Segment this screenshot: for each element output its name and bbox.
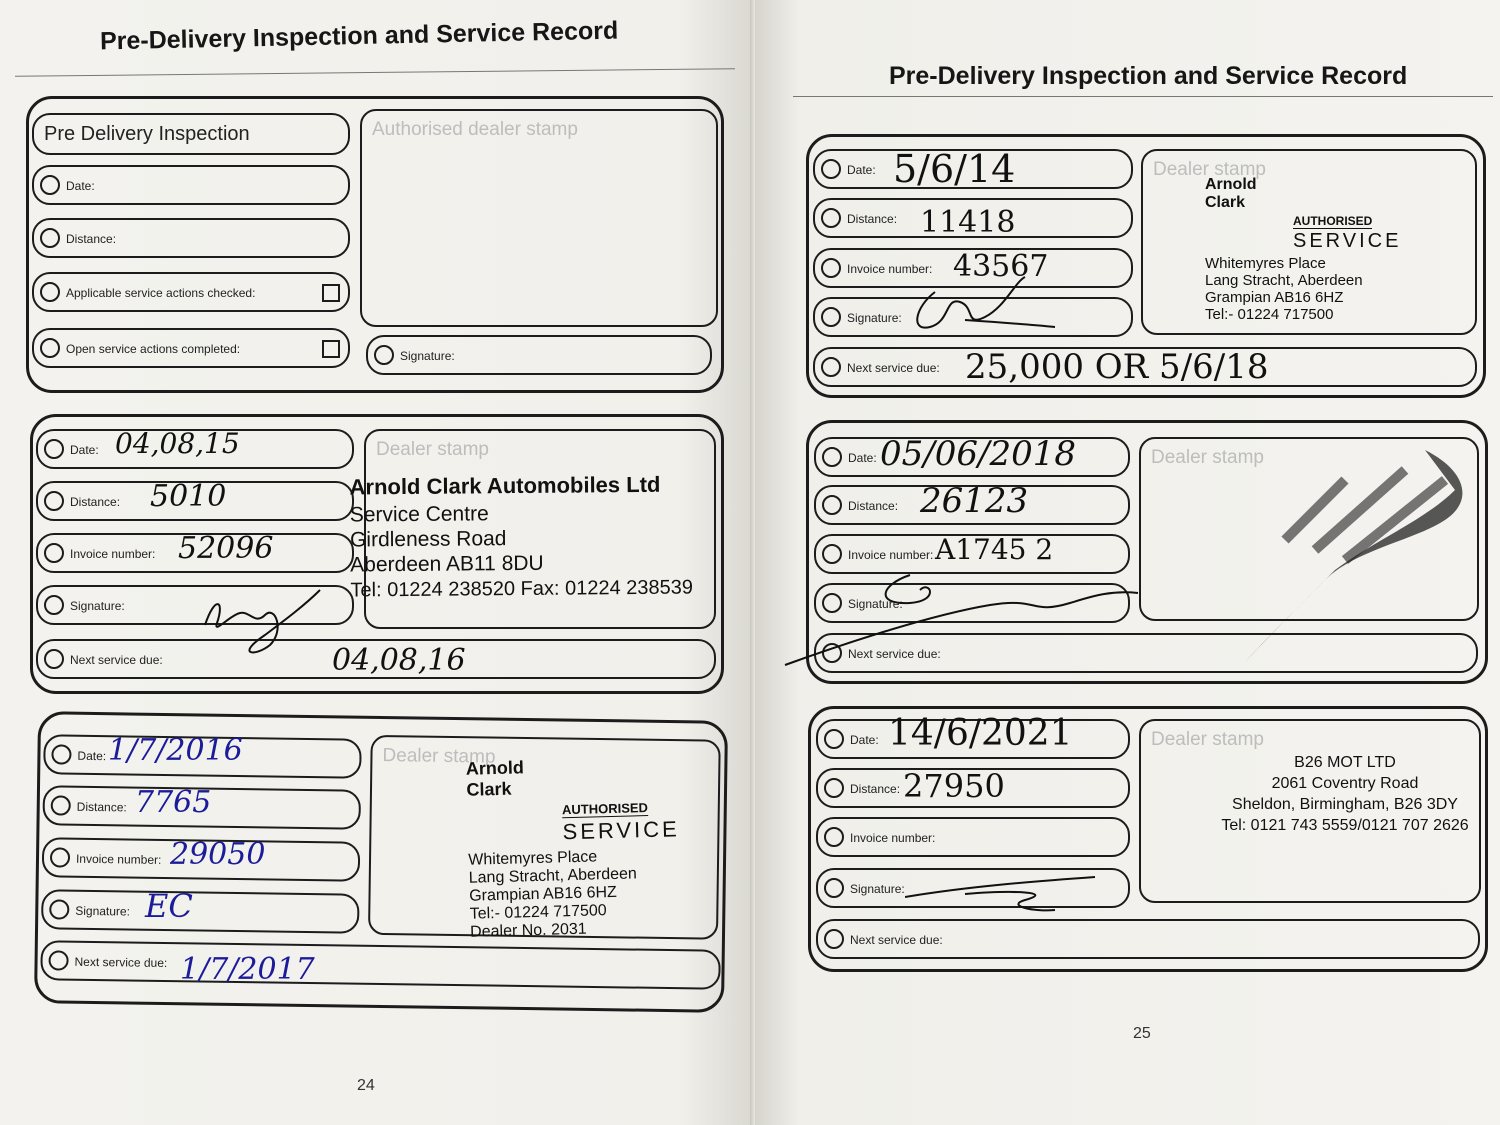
b26-mot-stamp (1195, 754, 1495, 835)
invoice-label: Invoice number: (75, 851, 162, 867)
handwritten-invoice: A1745 2 (935, 533, 1054, 566)
radio-icon[interactable] (40, 175, 60, 195)
pdi-heading-field (32, 113, 350, 155)
stamp-label: Dealer stamp (382, 745, 496, 768)
date-label: Date: (847, 163, 876, 177)
arnold-clark-stamp-3 (1205, 176, 1401, 323)
stamp-name: Clark (1205, 194, 1246, 211)
arnold-clark-stamp-2 (466, 753, 683, 941)
distance-label: Distance: (66, 232, 117, 246)
stamp-badge: AUTHORISED (561, 800, 649, 818)
stamp-label: Dealer stamp (376, 439, 489, 460)
applicable-label: Applicable service actions checked: (66, 286, 256, 300)
stamp-line: Tel:- 01224 717500 (469, 902, 607, 923)
radio-icon[interactable] (44, 491, 64, 511)
stamp-badge: SERVICE (1293, 230, 1402, 252)
stamp-line: Aberdeen AB11 8DU (350, 551, 544, 577)
radio-icon[interactable] (821, 208, 841, 228)
stamp-label: Dealer stamp (1151, 447, 1264, 468)
handwritten-signature (905, 272, 1065, 342)
title-rule (793, 96, 1493, 97)
stamp-line: Tel: 01224 238520 Fax: 01224 238539 (350, 576, 694, 602)
radio-icon[interactable] (50, 847, 70, 867)
pdi-heading: Pre Delivery Inspection (44, 123, 250, 145)
right-page (755, 0, 1500, 1125)
distance-label: Distance: (850, 782, 901, 796)
stamp-label: Dealer stamp (1151, 729, 1264, 750)
radio-icon[interactable] (821, 159, 841, 179)
signature-label: Signature: (400, 349, 455, 363)
handwritten-date: 1/7/2016 (108, 733, 243, 768)
radio-icon[interactable] (44, 649, 64, 669)
stamp-name: Clark (466, 778, 512, 800)
open-label: Open service actions completed: (66, 342, 241, 356)
radio-icon[interactable] (824, 878, 844, 898)
radio-icon[interactable] (824, 778, 844, 798)
handwritten-invoice: 43567 (953, 249, 1049, 284)
handwritten-signature (780, 565, 1140, 670)
distance-label: Distance: (76, 799, 127, 815)
date-label: Date: (70, 443, 99, 457)
stamp-badge: SERVICE (562, 816, 681, 845)
page-number: 24 (357, 1077, 375, 1094)
handwritten-signature (905, 872, 1105, 917)
invoice-field[interactable] (816, 817, 1130, 857)
next-service-label: Next service due: (848, 647, 941, 661)
checkbox-icon[interactable] (322, 284, 340, 302)
signature-label: Signature: (850, 882, 905, 896)
signature-field[interactable] (41, 889, 360, 933)
date-label: Date: (848, 451, 877, 465)
signature-label: Signature: (70, 599, 125, 613)
page-title: Pre-Delivery Inspection and Service Record (99, 16, 619, 56)
stamp-line: Sheldon, Birmingham, B26 3DY (1232, 796, 1458, 813)
distance-label: Distance: (848, 499, 899, 513)
date-label: Date: (850, 733, 879, 747)
radio-icon[interactable] (824, 827, 844, 847)
signature-label: Signature: (848, 597, 903, 611)
radio-icon[interactable] (822, 544, 842, 564)
radio-icon[interactable] (821, 258, 841, 278)
next-service-label: Next service due: (847, 361, 940, 375)
stamp-line: Whitemyres Place (1205, 255, 1326, 272)
radio-icon[interactable] (821, 307, 841, 327)
invoice-label: Invoice number: (847, 262, 933, 276)
radio-icon[interactable] (49, 899, 69, 919)
distance-label: Distance: (70, 495, 121, 509)
stamp-line: Dealer No. 2031 (469, 920, 587, 941)
page-number: 25 (1133, 1025, 1151, 1042)
handwritten-signature (195, 585, 335, 660)
radio-icon[interactable] (822, 495, 842, 515)
invoice-label: Invoice number: (70, 547, 156, 561)
stamp-line: Arnold Clark Automobiles Ltd (349, 471, 661, 500)
handwritten-distance: 11418 (920, 205, 1016, 240)
page-title: Pre-Delivery Inspection and Service Record (889, 62, 1408, 90)
stamp-line: Lang Stracht, Aberdeen (1205, 272, 1363, 289)
pdi-distance-field[interactable] (32, 218, 350, 258)
stamp-line: Tel:- 01224 717500 (1205, 306, 1334, 323)
stamp-line: Whitemyres Place (468, 848, 598, 869)
stamp-label: Authorised dealer stamp (372, 119, 578, 140)
arnold-clark-stamp-text-1 (349, 472, 693, 603)
handwritten-next-service: 1/7/2017 (180, 952, 315, 987)
handwritten-date: 14/6/2021 (888, 713, 1073, 754)
stamp-line: B26 MOT LTD (1294, 754, 1396, 771)
next-service-label: Next service due: (850, 933, 943, 947)
handwritten-invoice: 29050 (170, 837, 266, 872)
radio-icon[interactable] (51, 744, 71, 764)
pdi-date-field[interactable] (32, 165, 350, 205)
radio-icon[interactable] (824, 729, 844, 749)
radio-icon[interactable] (44, 595, 64, 615)
stamp-line: Grampian AB16 6HZ (1205, 289, 1344, 306)
stamp-line: Grampian AB16 6HZ (469, 883, 618, 905)
pdi-block (26, 96, 724, 393)
stamp-line: 2061 Coventry Road (1271, 775, 1419, 792)
checkbox-icon[interactable] (322, 340, 340, 358)
radio-icon[interactable] (44, 543, 64, 563)
next-service-field[interactable] (40, 940, 720, 989)
radio-icon[interactable] (40, 338, 60, 358)
stamp-line: Tel: 0121 743 5559/0121 707 2626 (1221, 817, 1469, 834)
date-label: Date: (66, 179, 95, 193)
stamp-name: Arnold (465, 757, 525, 779)
stamp-line: Service Centre (349, 502, 489, 527)
pdi-open-field[interactable] (32, 328, 350, 368)
ink-smudge-stamp (1225, 440, 1485, 670)
next-service-field[interactable] (816, 919, 1480, 959)
radio-icon[interactable] (822, 447, 842, 467)
handwritten-next-service: 25,000 OR 5/6/18 (965, 347, 1269, 387)
handwritten-invoice: 52096 (178, 531, 274, 566)
signature-label: Signature: (847, 311, 902, 325)
stamp-name: Arnold (1205, 176, 1257, 193)
next-service-label: Next service due: (74, 954, 168, 971)
handwritten-distance: 7765 (135, 785, 212, 820)
pdi-signature-field[interactable] (366, 335, 712, 375)
handwritten-date: 05/06/2018 (880, 434, 1076, 474)
pdi-applicable-field[interactable] (32, 272, 350, 312)
invoice-label: Invoice number: (848, 548, 934, 562)
radio-icon[interactable] (40, 282, 60, 302)
stamp-label: Dealer stamp (1153, 159, 1266, 180)
next-service-label: Next service due: (70, 653, 163, 667)
pdi-stamp-box (360, 109, 718, 327)
radio-icon[interactable] (48, 950, 68, 970)
stamp-badge: AUTHORISED (1293, 214, 1373, 228)
invoice-label: Invoice number: (850, 831, 936, 845)
radio-icon[interactable] (51, 795, 71, 815)
radio-icon[interactable] (824, 929, 844, 949)
stamp-line: Girdleness Road (349, 527, 507, 552)
stamp-line: Lang Stracht, Aberdeen (468, 865, 638, 887)
radio-icon[interactable] (821, 357, 841, 377)
handwritten-distance: 26123 (920, 481, 1029, 521)
signature-label: Signature: (75, 903, 131, 919)
title-rule (15, 68, 735, 77)
handwritten-distance: 27950 (903, 767, 1005, 805)
date-label: Date: (77, 748, 107, 764)
handwritten-next-service: 04,08,16 (332, 643, 466, 678)
handwritten-date: 5/6/14 (893, 147, 1016, 191)
radio-icon[interactable] (40, 228, 60, 248)
handwritten-signature: EC (145, 887, 193, 925)
distance-label: Distance: (847, 212, 898, 226)
radio-icon[interactable] (44, 439, 64, 459)
radio-icon[interactable] (374, 345, 394, 365)
handwritten-distance: 5010 (150, 479, 227, 514)
handwritten-date: 04,08,15 (115, 427, 240, 460)
